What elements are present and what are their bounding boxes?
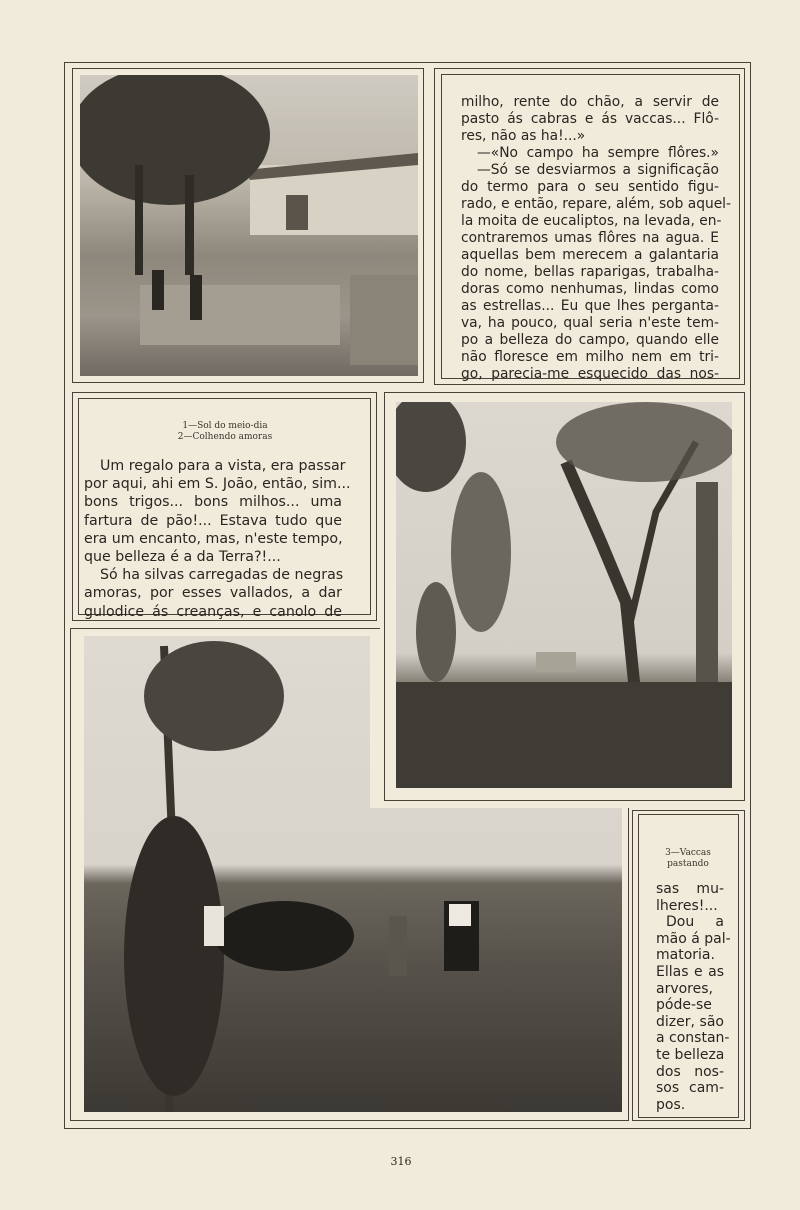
text-line: do nome, bellas raparigas, trabalha- xyxy=(461,264,719,280)
text-line: sas mu- xyxy=(656,881,724,897)
text-line: que belleza é a da Terra?!... xyxy=(84,549,281,566)
caption-photo3-line2: pastando xyxy=(667,859,709,869)
text-line: pos. xyxy=(656,1096,686,1113)
photo-colhendo-amoras xyxy=(396,402,732,788)
page-number: 316 xyxy=(390,1155,412,1168)
text-line: do termo para o seu sentido figu- xyxy=(461,179,719,195)
text-line: matoria. xyxy=(656,947,715,964)
text-line: amoras, por esses vallados, a dar xyxy=(84,585,342,602)
caption-photo3-line1: 3—Vaccas xyxy=(665,848,711,858)
text-line: dizer, são xyxy=(656,1013,724,1030)
text-line: por aqui, ahi em S. João, então, sim... xyxy=(84,476,351,493)
caption-photo2: 2—Colhendo amoras xyxy=(177,432,273,442)
text-line: doras como nenhumas, lindas como xyxy=(461,281,719,297)
photo-sol-do-meio-dia xyxy=(80,75,418,376)
text-line: aquellas bem merecem a galantaria xyxy=(461,247,719,263)
article-column-3 xyxy=(656,881,731,1113)
article-column-2 xyxy=(84,457,351,621)
caption-photo1: 1—Sol do meio-dia xyxy=(182,421,268,431)
text-line: mão á pal- xyxy=(656,930,731,947)
text-line: Dou a xyxy=(666,914,724,931)
text-line: milho, rente do chão, a servir de xyxy=(461,94,719,110)
text-line: Ellas e as xyxy=(656,963,724,980)
photo-captions-1-2 xyxy=(100,421,350,443)
text-line: sos cam- xyxy=(656,1080,724,1097)
text-line: va, ha pouco, qual seria n'este tem- xyxy=(461,315,719,331)
text-line: a constan- xyxy=(656,1030,730,1047)
caption-photo3 xyxy=(640,848,736,870)
text-line: —Só se desviarmos a significação xyxy=(477,162,719,178)
text-line: lheres!... xyxy=(656,897,718,914)
text-line: rado, e então, repare, além, sob aquel- xyxy=(461,196,731,212)
text-line: bons trigos... bons milhos... uma xyxy=(84,494,342,511)
text-line: não floresce em milho nem em tri- xyxy=(461,349,719,365)
text-line: Só ha silvas carregadas de negras xyxy=(100,567,344,584)
text-line: pasto ás cabras e ás vaccas... Flô- xyxy=(461,111,719,127)
text-line: póde-se xyxy=(656,997,712,1014)
article-column-1 xyxy=(461,94,731,383)
text-line: res, não as ha!...» xyxy=(461,128,586,144)
text-line: Um regalo para a vista, era passar xyxy=(100,458,346,474)
text-line: la moita de eucaliptos, na levada, en- xyxy=(461,213,722,229)
text-line: arvores, xyxy=(656,980,713,997)
text-line: contraremos umas flôres na agua. E xyxy=(461,230,719,246)
text-line: gulodice ás creanças, e canolo de xyxy=(84,603,342,620)
text-line: dos nos- xyxy=(656,1063,724,1080)
text-line: as estrellas... Eu que lhes perganta- xyxy=(461,298,719,314)
text-line: go, parecia-me esquecido das nos- xyxy=(461,366,719,382)
text-line: —«No campo ha sempre flôres.» xyxy=(477,145,719,161)
text-line: era um encanto, mas, n'este tempo, xyxy=(84,530,343,547)
text-line: po a belleza do campo, quando elle xyxy=(461,332,719,348)
text-line: te belleza xyxy=(656,1046,725,1063)
text-line: fartura de pão!... Estava tudo que xyxy=(84,512,342,529)
